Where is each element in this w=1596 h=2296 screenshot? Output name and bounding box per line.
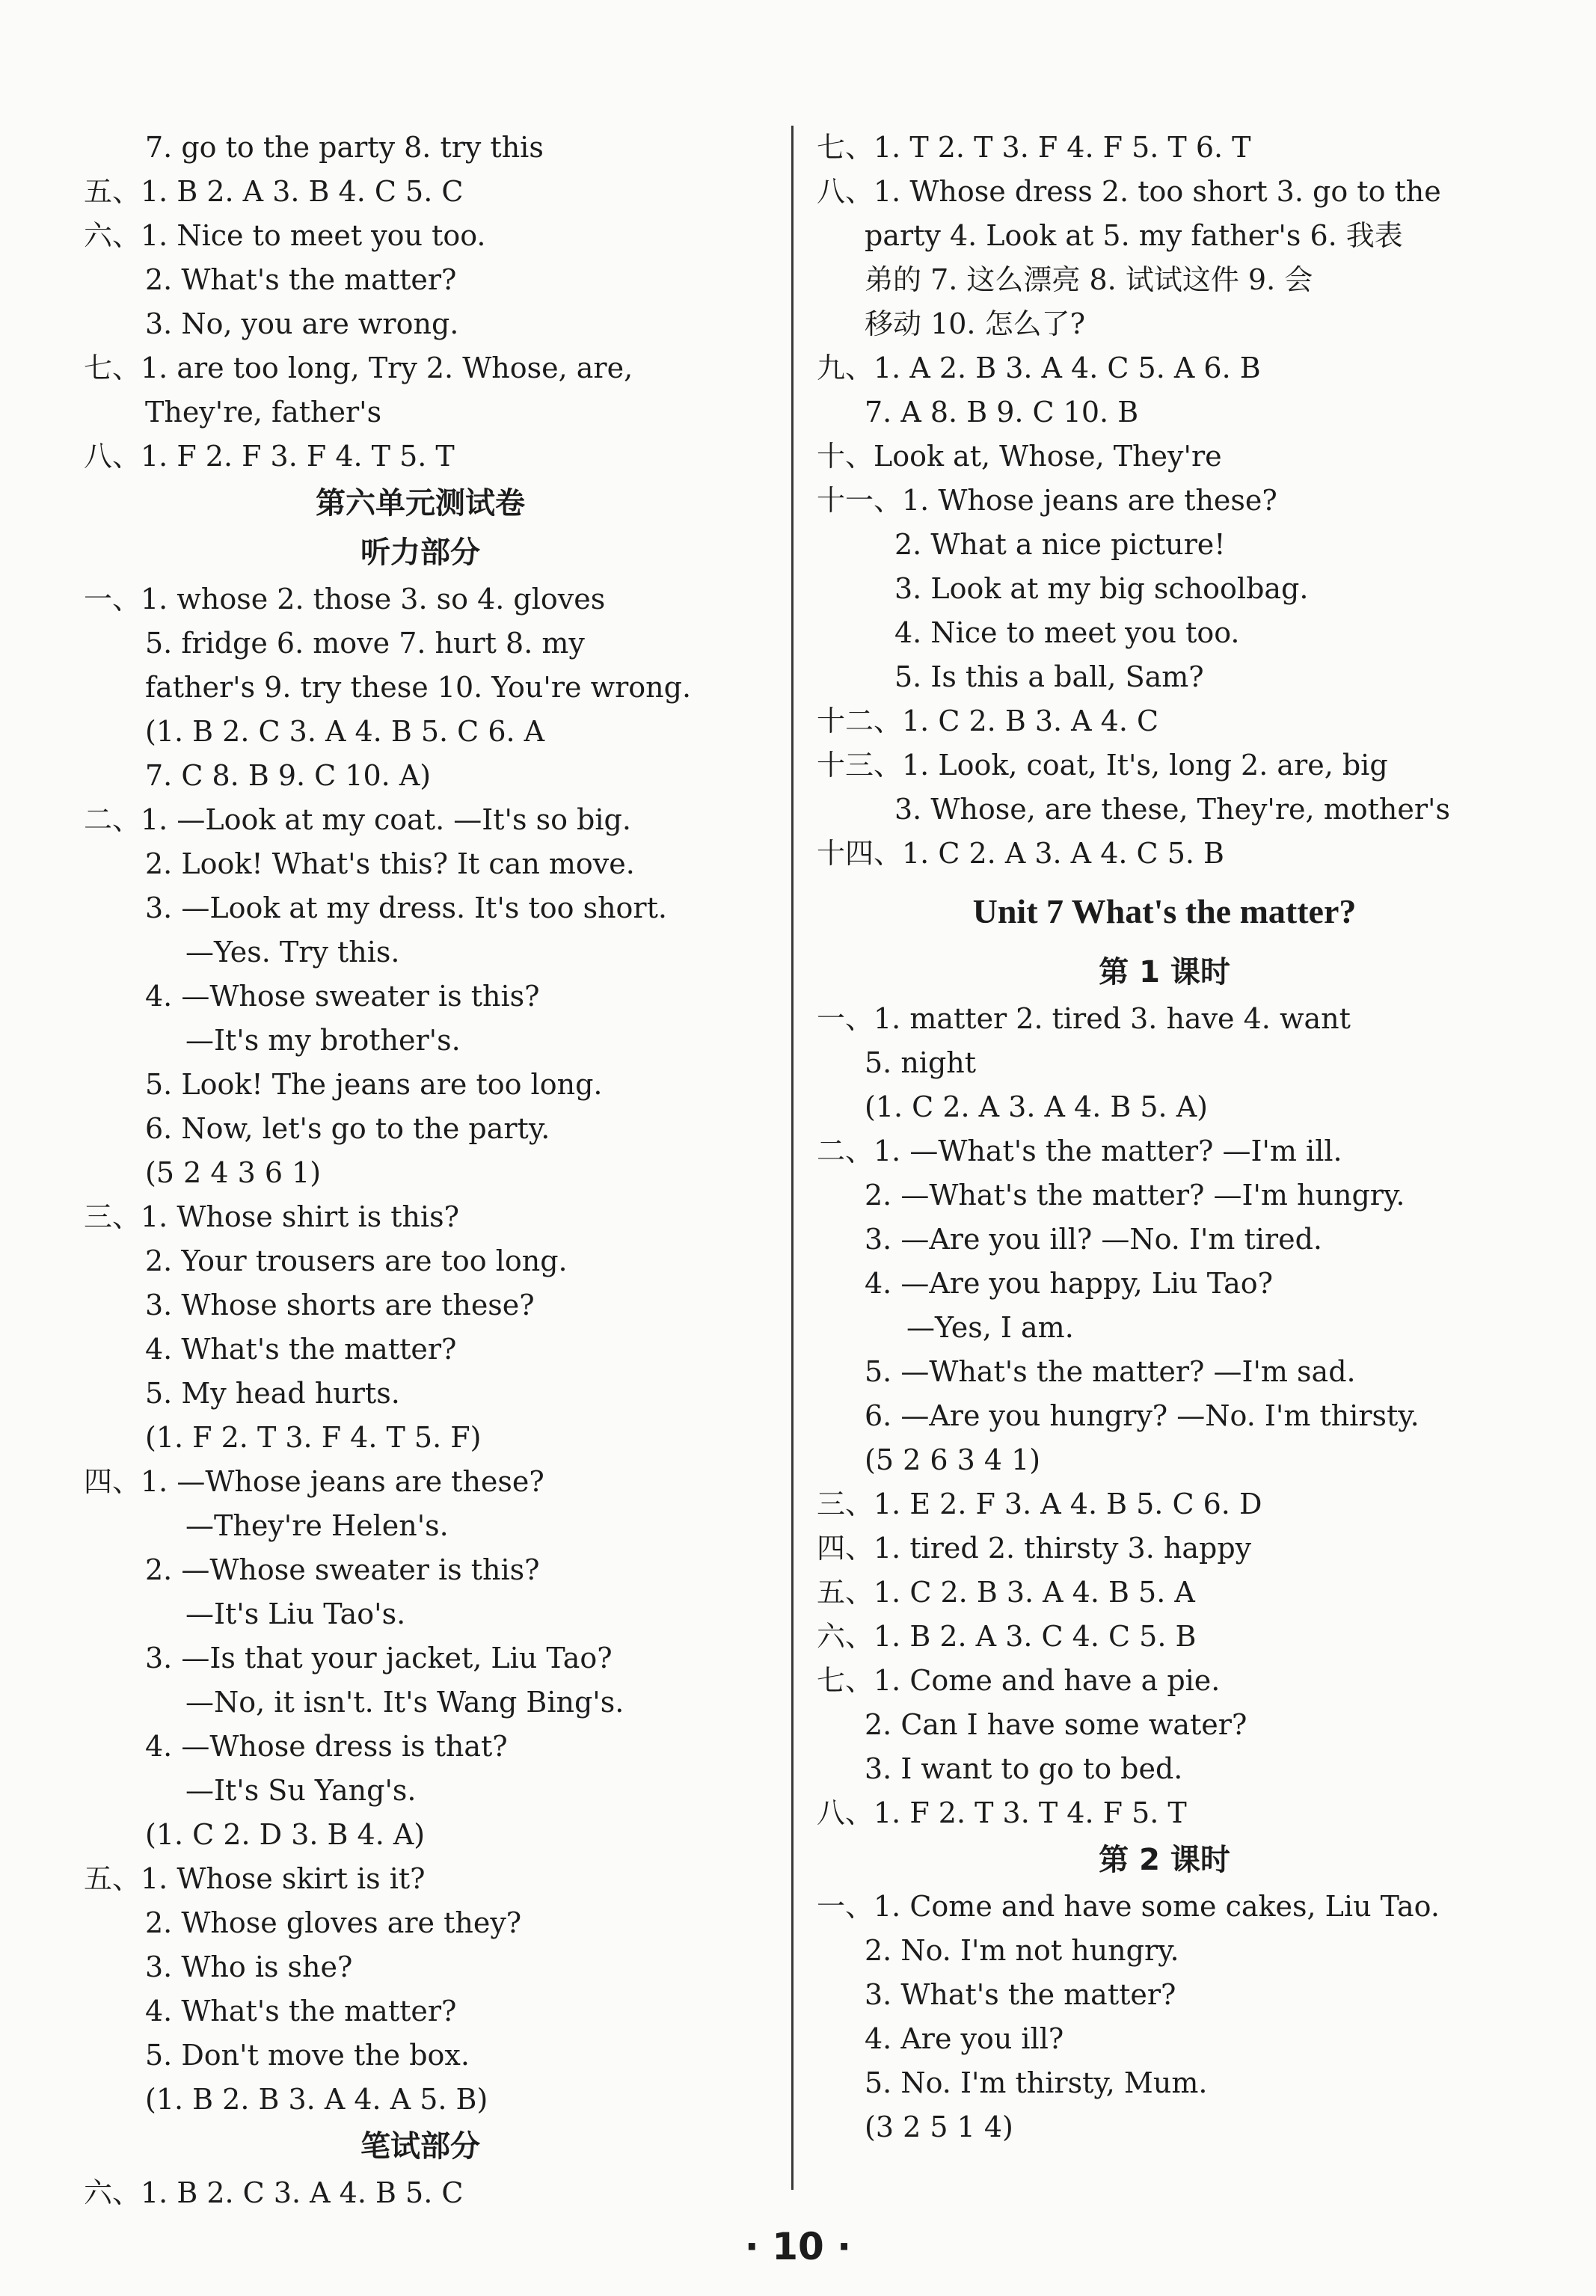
answer-line: They're, father's [145,396,382,429]
answer-line: 三、1. Whose shirt is this? [84,1200,459,1233]
answer-line: 五、1. Whose skirt is it? [84,1862,426,1895]
answer-line: (3 2 5 1 4) [865,2111,1013,2143]
answer-line: —It's my brother's. [185,1024,461,1057]
answer-line: 4. —Whose sweater is this? [145,980,540,1013]
answer-line: 3. What's the matter? [865,1978,1176,2011]
answer-line: 八、1. F 2. T 3. T 4. F 5. T [817,1796,1187,1829]
answer-line: 2. Your trousers are too long. [145,1244,568,1277]
answer-line: 3. —Is that your jacket, Liu Tao? [145,1642,613,1675]
answer-line: 4. What's the matter? [145,1995,457,2028]
answer-line: 2. What's the matter? [145,263,457,296]
section-heading: 第 1 课时 [1099,955,1230,989]
answer-line: (1. B 2. C 3. A 4. B 5. C 6. A [145,715,545,748]
answer-line: 四、1. —Whose jeans are these? [84,1465,544,1498]
answer-line: 3. No, you are wrong. [145,307,459,340]
answer-line: 六、1. Nice to meet you too. [84,219,486,252]
answer-line: 3. Whose shorts are these? [145,1289,535,1322]
answer-line: —It's Liu Tao's. [185,1597,406,1630]
answer-line: 2. —Whose sweater is this? [145,1553,540,1586]
answer-line: 七、1. Come and have a pie. [817,1664,1221,1697]
section-heading: 笔试部分 [360,2129,480,2164]
answer-line: 十、Look at, Whose, They're [817,440,1222,473]
answer-line: 十四、1. C 2. A 3. A 4. C 5. B [817,837,1224,870]
answer-line: 3. I want to go to bed. [865,1752,1183,1785]
answer-line: 五、1. B 2. A 3. B 4. C 5. C [84,175,464,208]
answer-line: 十二、1. C 2. B 3. A 4. C [817,705,1159,737]
answer-line: 5. Don't move the box. [145,2039,470,2072]
answer-line: —No, it isn't. It's Wang Bing's. [185,1686,624,1719]
answer-line: 4. —Whose dress is that? [145,1730,508,1763]
answer-line: 移动 10. 怎么了? [865,307,1085,340]
answer-line: 7. A 8. B 9. C 10. B [865,396,1139,429]
answer-line: 九、1. A 2. B 3. A 4. C 5. A 6. B [817,352,1261,384]
answer-line: 二、1. —What's the matter? —I'm ill. [817,1135,1342,1167]
answer-line: 五、1. C 2. B 3. A 4. B 5. A [817,1576,1195,1609]
answer-line: 一、1. Come and have some cakes, Liu Tao. [817,1890,1440,1923]
unit-title: Unit 7 What's the matter? [972,892,1357,930]
answer-line: 5. fridge 6. move 7. hurt 8. my [145,627,585,660]
answer-line: —It's Su Yang's. [185,1774,417,1807]
answer-line: 4. What's the matter? [145,1333,457,1366]
answer-line: 2. No. I'm not hungry. [865,1934,1179,1967]
answer-line: 5. My head hurts. [145,1377,400,1410]
answer-line: party 4. Look at 5. my father's 6. 我表 [865,219,1403,252]
answer-line: 3. —Are you ill? —No. I'm tired. [865,1223,1322,1256]
answer-line: 十一、1. Whose jeans are these? [817,484,1277,517]
answer-line: 2. Whose gloves are they? [145,1906,522,1939]
answer-line: 六、1. B 2. A 3. C 4. C 5. B [817,1620,1197,1653]
answer-line: 三、1. E 2. F 3. A 4. B 5. C 6. D [817,1488,1262,1520]
section-heading: 第六单元测试卷 [316,486,525,521]
page-number: · 10 · [744,2225,852,2268]
answer-line: 3. Whose, are these, They're, mother's [894,793,1450,826]
answer-line: 5. —What's the matter? —I'm sad. [865,1355,1356,1388]
answer-line: (1. C 2. A 3. A 4. B 5. A) [865,1090,1208,1123]
answer-line: 二、1. —Look at my coat. —It's so big. [84,803,631,836]
answer-line: 4. Are you ill? [865,2022,1064,2055]
answer-line: father's 9. try these 10. You're wrong. [145,671,692,704]
answer-line: 十三、1. Look, coat, It's, long 2. are, big [817,749,1388,782]
answer-line: 5. No. I'm thirsty, Mum. [865,2066,1208,2099]
answer-line: 7. C 8. B 9. C 10. A) [145,759,432,792]
answer-line: (1. C 2. D 3. B 4. A) [145,1818,426,1851]
answer-line: 一、1. matter 2. tired 3. have 4. want [817,1002,1351,1035]
section-heading: 听力部分 [360,535,480,570]
right-column [817,126,1512,2149]
answer-line: 3. Who is she? [145,1950,353,1983]
answer-line: 6. —Are you hungry? —No. I'm thirsty. [865,1399,1419,1432]
answer-line: 6. Now, let's go to the party. [145,1112,550,1145]
answer-line: 5. Is this a ball, Sam? [894,660,1204,693]
column-divider [791,126,794,2190]
section-heading: 第 2 课时 [1099,1843,1230,1877]
answer-line: (1. F 2. T 3. F 4. T 5. F) [145,1421,482,1454]
answer-line: 2. What a nice picture! [894,528,1226,561]
answer-line: 5. Look! The jeans are too long. [145,1068,603,1101]
answer-line: 四、1. tired 2. thirsty 3. happy [817,1532,1252,1565]
answer-line: 7. go to the party 8. try this [145,131,544,164]
left-column [84,126,757,2215]
answer-line: 一、1. whose 2. those 3. so 4. gloves [84,583,606,616]
answer-line: (5 2 6 3 4 1) [865,1443,1041,1476]
answer-line: —Yes. Try this. [185,936,400,969]
answer-line: 七、1. T 2. T 3. F 4. F 5. T 6. T [817,131,1251,164]
answer-line: 2. Can I have some water? [865,1708,1247,1741]
answer-line: 七、1. are too long, Try 2. Whose, are, [84,352,633,384]
answer-line: 弟的 7. 这么漂亮 8. 试试这件 9. 会 [865,263,1313,296]
answer-line: 八、1. Whose dress 2. too short 3. go to the [817,175,1441,208]
answer-line: 3. Look at my big schoolbag. [894,572,1309,605]
answer-line: —They're Helen's. [185,1509,449,1542]
answer-line: (1. B 2. B 3. A 4. A 5. B) [145,2083,488,2116]
answer-line: 5. night [865,1046,977,1079]
answer-line: 八、1. F 2. F 3. F 4. T 5. T [84,440,455,473]
answer-line: 3. —Look at my dress. It's too short. [145,891,667,924]
answer-line: 4. Nice to meet you too. [894,616,1240,649]
answer-line: (5 2 4 3 6 1) [145,1156,322,1189]
answer-line: 六、1. B 2. C 3. A 4. B 5. C [84,2176,464,2209]
answer-line: 2. —What's the matter? —I'm hungry. [865,1179,1405,1212]
answer-line: 4. —Are you happy, Liu Tao? [865,1267,1274,1300]
answer-line: —Yes, I am. [906,1311,1074,1344]
answer-line: 2. Look! What's this? It can move. [145,847,635,880]
